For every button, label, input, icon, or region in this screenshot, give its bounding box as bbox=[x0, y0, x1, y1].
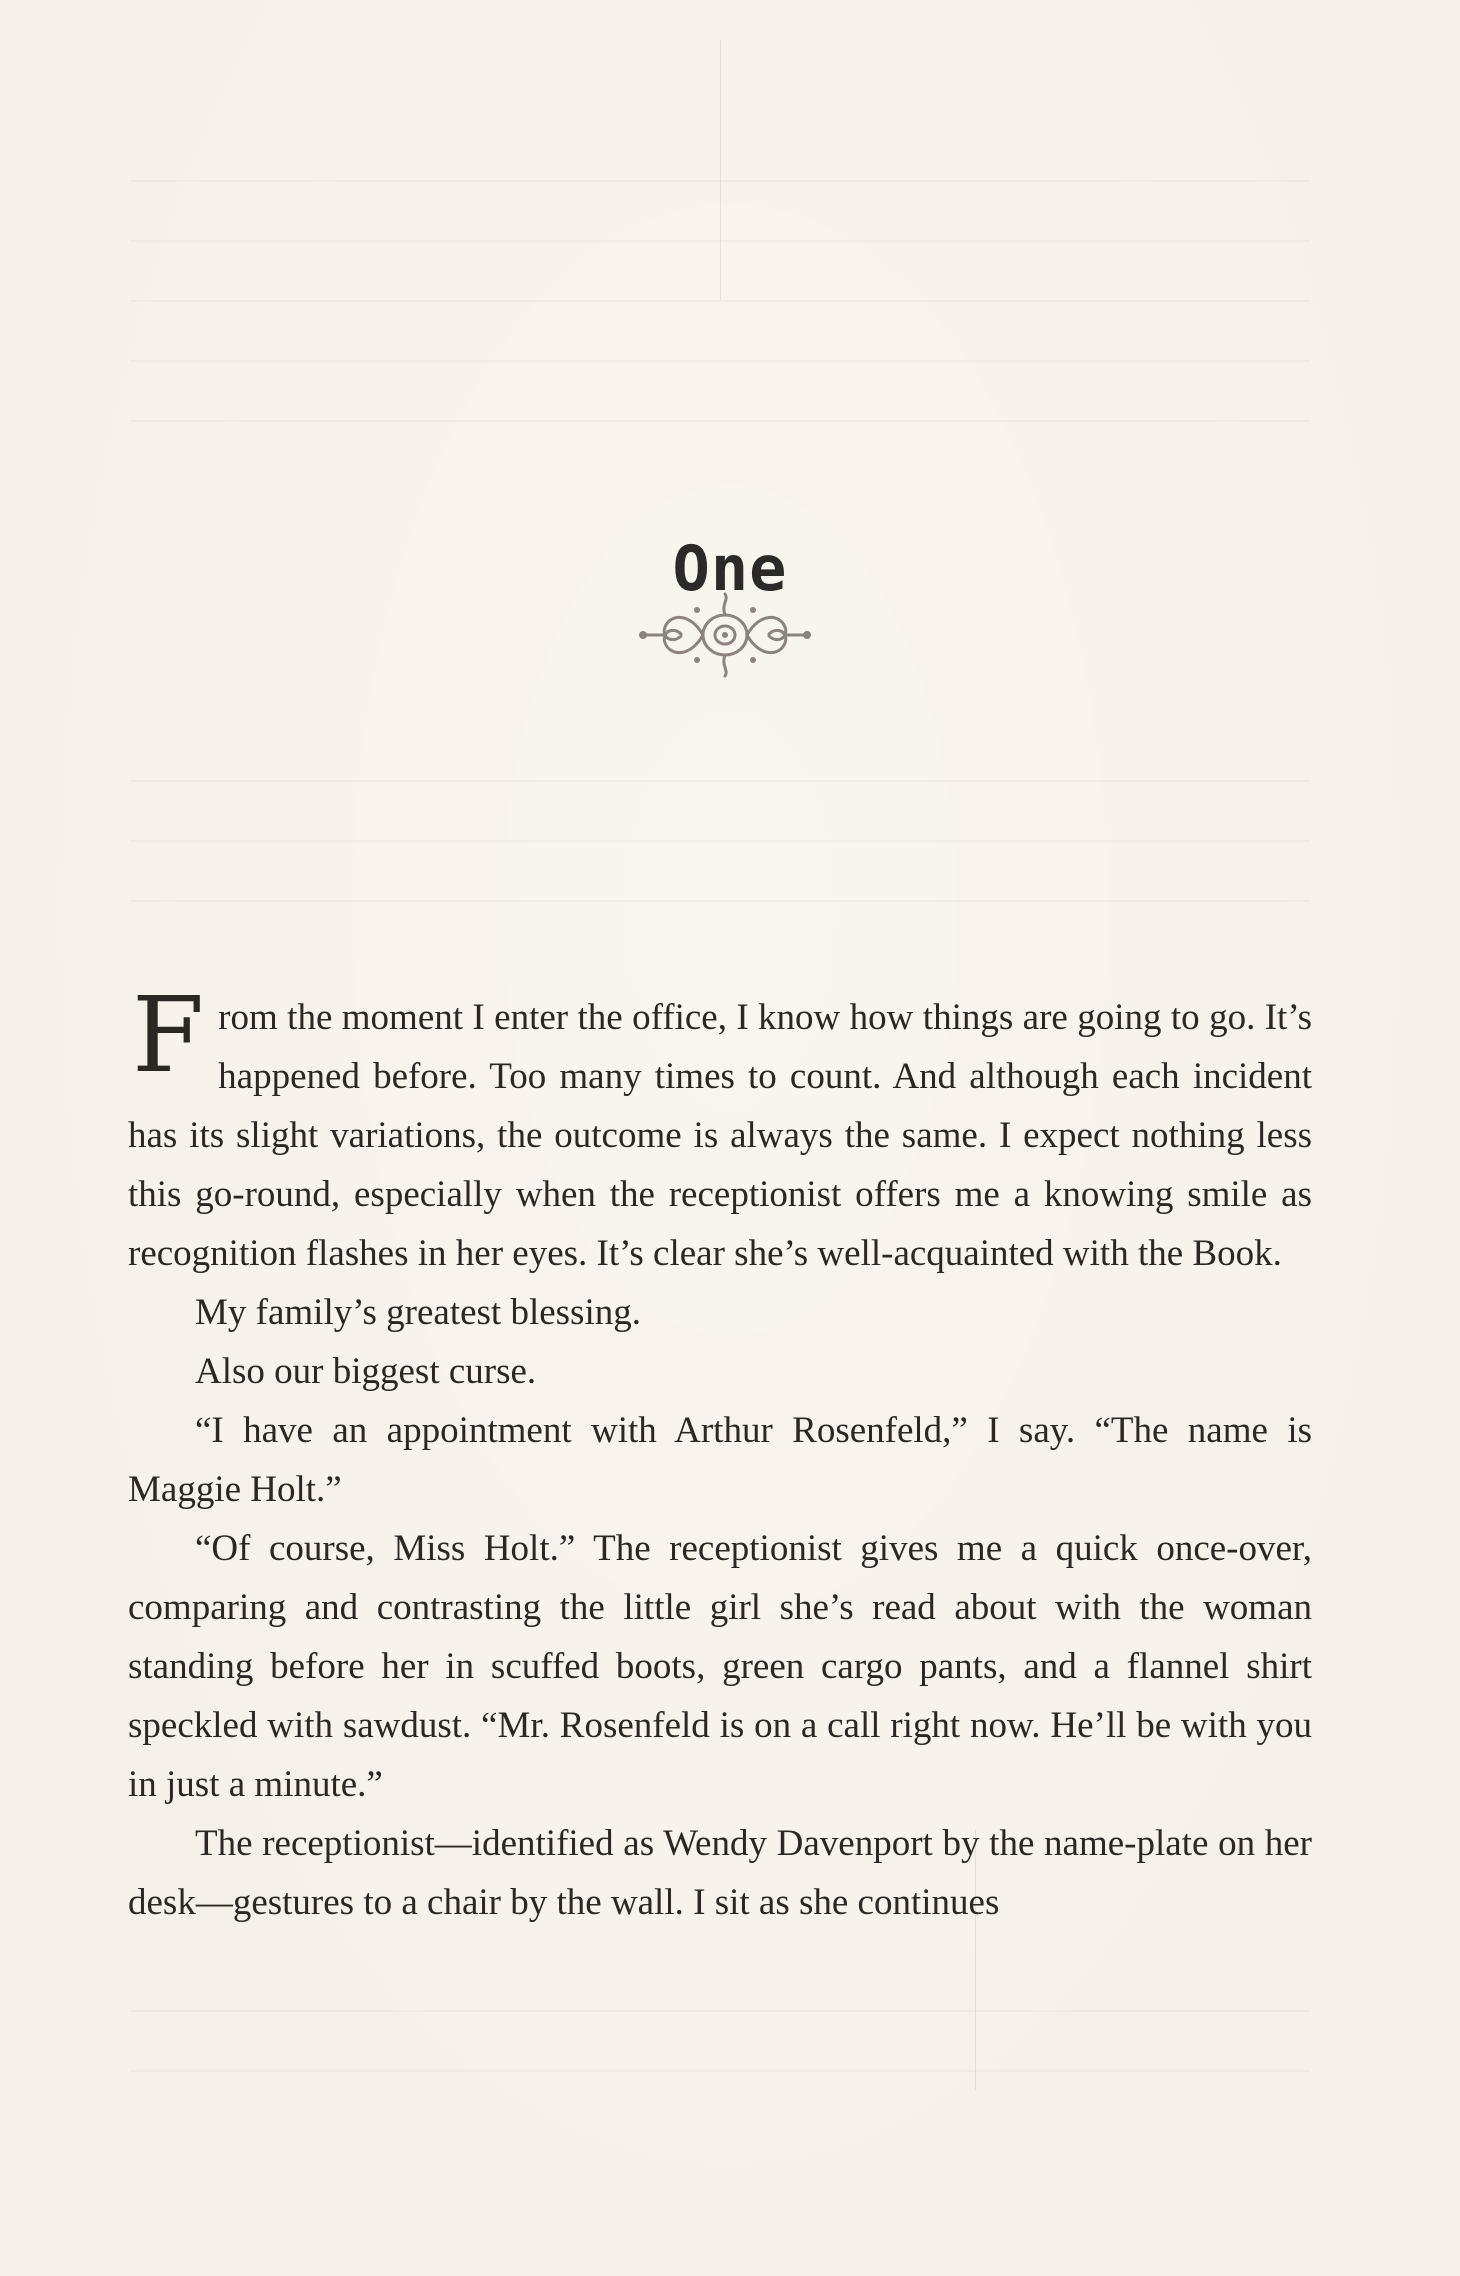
bleed-through-line bbox=[130, 360, 1310, 362]
opening-paragraph bbox=[128, 974, 1312, 1283]
bleed-through-line bbox=[130, 2070, 1310, 2072]
paragraph-text: rom the moment I enter the office, I know how things are going to go. It’s happened before. Too many times to count. And although each incident has its slight variations, the outcome is always the same. I expect nothing less this go-round, especially when the receptionist offers me a knowing smile as recognition flashes in her eyes. It’s clear she’s well-acquainted with the Book. bbox=[128, 997, 1312, 1274]
floral-scroll-ornament-icon bbox=[635, 592, 815, 678]
chapter-body bbox=[128, 974, 1312, 1932]
paragraph: The receptionist—identified as Wendy Davenport by the name-plate on her desk—gestures to a chair by the wall. I sit as she continues bbox=[128, 1823, 1312, 1923]
bleed-through-line bbox=[130, 840, 1310, 842]
paragraph: My family’s greatest blessing. bbox=[195, 1292, 641, 1333]
crease-mark bbox=[720, 40, 721, 300]
chapter-title: One bbox=[672, 531, 788, 605]
paragraph: “Of course, Miss Holt.” The receptionist gives me a quick once-over, comparing and contrasting the little girl she’s read about with the woman standing before her in scuffed boots, green cargo pants, and a flannel shirt speckled with sawdust. “Mr. Rosenfeld is on a call right now. He’ll be with you in just a minute.” bbox=[128, 1528, 1312, 1805]
drop-cap: F bbox=[132, 974, 205, 1096]
paragraph: “I have an appointment with Arthur Rosenfeld,” I say. “The name is Maggie Holt.” bbox=[128, 1410, 1312, 1510]
bleed-through-line bbox=[130, 900, 1310, 902]
paragraph: Also our biggest curse. bbox=[195, 1351, 537, 1392]
bleed-through-line bbox=[130, 2010, 1310, 2012]
bleed-through-line bbox=[130, 300, 1310, 302]
bleed-through-line bbox=[130, 780, 1310, 782]
bleed-through-line bbox=[130, 420, 1310, 422]
